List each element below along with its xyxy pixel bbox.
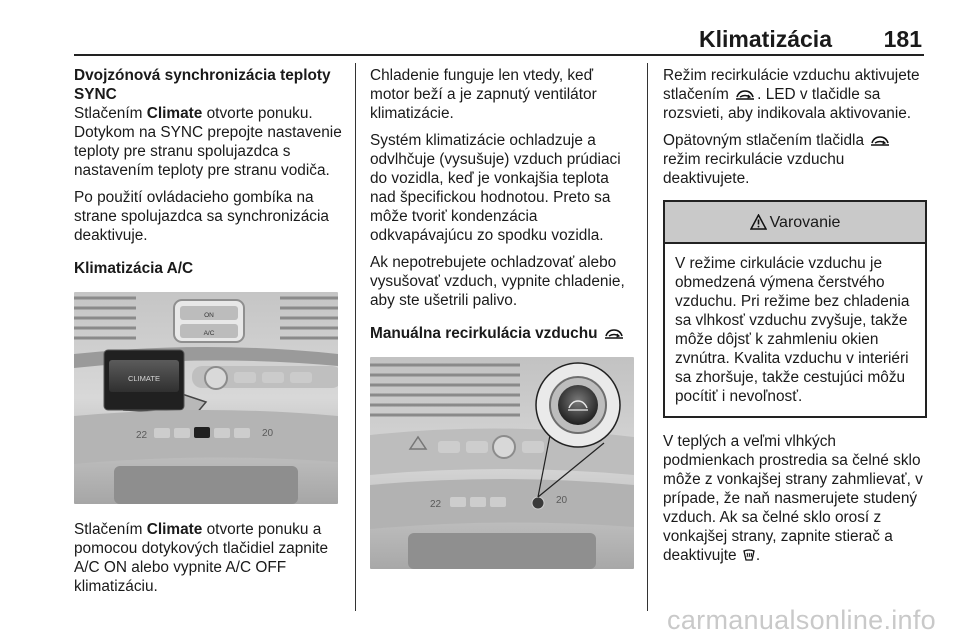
temp-left: 22 — [136, 430, 148, 441]
recirculation-icon — [870, 134, 890, 146]
watermark: carmanualsonline.info — [667, 605, 936, 635]
column-3 — [663, 66, 927, 573]
image-label-climate: CLIMATE — [128, 374, 160, 383]
warning-triangle-icon — [750, 214, 767, 230]
page-number: 181 — [883, 26, 922, 52]
warning-text: V režime cirkulácie vzduchu je obmedzená výmena čerstvého vzduchu. Pri režime bez chladenia sa vlhkosť vzduchu zvyšuje, takže môže dôjsť k zahmleniu okien zvnútra. Kvalita vzduchu v interiéri sa zhoršuje, takže cestujúci môžu pocítiť i nevoľnosť. — [675, 255, 910, 405]
temp-right: 20 — [556, 495, 568, 506]
page-header — [74, 22, 924, 56]
climate-keyword: Climate — [146, 521, 203, 538]
sync-deactivate-paragraph: Po použití ovládacieho gombíka na strane spolujazdca sa synchronizácia deaktivuje. — [74, 189, 329, 244]
warning-title: Varovanie — [769, 213, 841, 231]
column-divider — [355, 63, 356, 611]
sync-heading: Dvojzónová synchronizácia teploty SYNC — [74, 67, 331, 103]
image-label-ac: A/C — [203, 330, 215, 337]
windshield-defrost-icon — [742, 548, 756, 562]
warning-box — [663, 200, 927, 418]
recirculation-heading: Manuálna recirkulácia vzduchu — [370, 324, 636, 343]
column-1 — [74, 66, 346, 604]
sync-paragraph: Stlačením Climate otvorte ponuku. Dotykom na SYNC prepojte nastavenie teploty pre stranu spolujazdca s nastavením teploty pre stranu vodiča. — [74, 105, 342, 179]
ac-heading: Klimatizácia A/C — [74, 260, 194, 277]
ac-system-paragraph: Systém klimatizácie ochladzuje a odvlhčuje (vysušuje) vzduch prúdiaci do vozidla, keď je vonkajšia teplota nad špecifickou hodnotou. Preto sa môže tvoriť kondenzácia odkvapávajúcu zo spodku vozidla. — [370, 132, 621, 244]
temp-right: 20 — [262, 428, 274, 439]
header-rule — [74, 54, 924, 56]
column-divider — [647, 63, 648, 611]
recirculation-icon — [735, 88, 755, 100]
recirculation-icon — [604, 327, 624, 339]
fogging-paragraph: V teplých a veľmi vlhkých podmienkach prostredia sa čelné sklo môže z vonkajšej strany zahmlievať, v prípade, že naň nasmerujete studený vzduch. Ak sa čelné sklo orosí z vonkajšej strany, zapnite stierač a deaktivujte . — [663, 433, 923, 564]
section-title: Klimatizácia — [699, 26, 832, 52]
ac-paragraph: Stlačením Climate otvorte ponuku a pomocou dotykových tlačidiel zapnite A/C ON alebo vypnite A/C OFF klimatizáciu. — [74, 521, 329, 595]
climate-keyword: Climate — [146, 105, 203, 122]
recirculation-activate-paragraph: Režim recirkulácie vzduchu aktivujete stlačením . LED v tlačidle sa rozsvieti, aby indikovala aktivovanie. — [663, 67, 920, 122]
temp-left: 22 — [430, 499, 442, 510]
column-2 — [370, 66, 636, 569]
warning-header — [665, 202, 925, 244]
save-fuel-paragraph: Ak nepotrebujete ochladzovať alebo vysušovať vzduch, vypnite chladenie, aby ste ušetrili palivo. — [370, 254, 625, 309]
cooling-paragraph: Chladenie funguje len vtedy, keď motor beží a je zapnutý ventilátor klimatizácie. — [370, 67, 597, 122]
image-label-on: ON — [204, 312, 214, 319]
climate-panel-photo — [74, 292, 338, 504]
recirculation-photo — [370, 357, 634, 569]
recirculation-deactivate-paragraph: Opätovným stlačením tlačidla režim recirkulácie vzduchu deaktivujete. — [663, 131, 927, 188]
